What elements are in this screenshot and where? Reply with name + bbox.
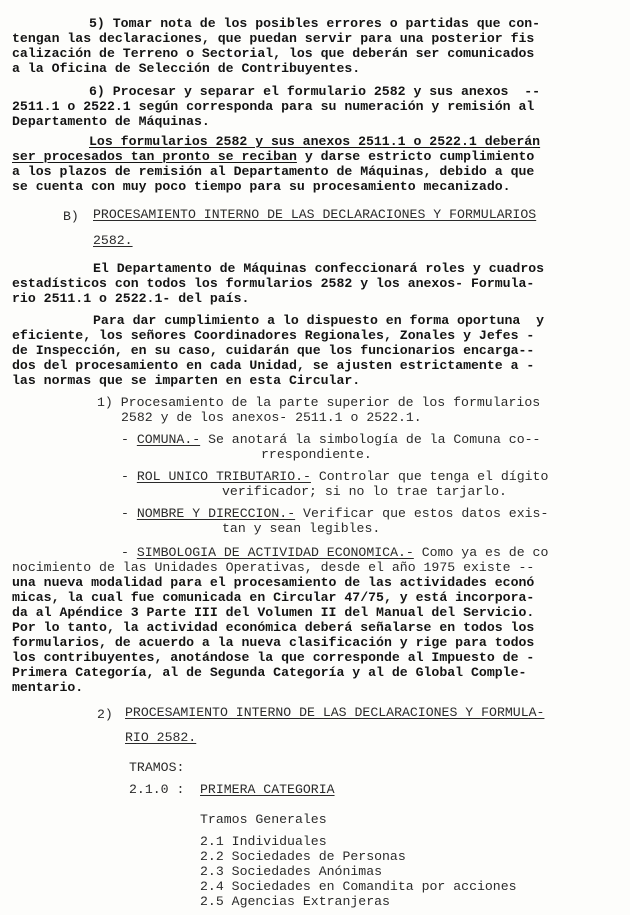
cump-para-line-5: las normas que se imparten en esta Circular. <box>12 373 361 388</box>
comuna-line-1 <box>121 432 540 447</box>
tramo-item: 2.2 Sociedades de Personas <box>200 849 406 864</box>
comuna-dash: - <box>121 432 129 447</box>
para-6-line-1: 6) Procesar y separar el formulario 2582 y sus anexos -- <box>89 84 541 99</box>
nombre-line-1 <box>121 506 548 521</box>
rol-label: ROL UNICO TRIBUTARIO.- <box>136 469 311 484</box>
comuna-text: Se anotará la simbología de la Comuna co-- <box>200 432 541 447</box>
item-1-line-1: 1) Procesamiento de la parte superior de los formularios <box>97 395 541 410</box>
note-line-1: Los formularios 2582 y sus anexos 2511.1 o 2522.1 deberán <box>89 134 541 149</box>
tramos-generales-subhead: Tramos Generales <box>200 812 327 827</box>
nombre-text: Verificar que estos datos exis- <box>295 506 549 521</box>
rol-line-1 <box>121 469 548 484</box>
simbologia-line-3: una nueva modalidad para el procesamiento de las actividades econó <box>12 575 535 590</box>
section-b-heading-line-1: PROCESAMIENTO INTERNO DE LAS DECLARACIONES Y FORMULARIOS <box>93 207 537 222</box>
cump-para-line-1: Para dar cumplimiento a lo dispuesto en forma oportuna y <box>93 313 545 328</box>
simbologia-label: SIMBOLOGIA DE ACTIVIDAD ECONOMICA.- <box>136 545 414 560</box>
tramo-item: 2.1 Individuales <box>200 834 327 849</box>
tramo-item: 2.5 Agencias Extranjeras <box>200 894 390 909</box>
simbologia-line-2: nocimiento de las Unidades Operativas, desde el año 1975 existe -- <box>12 560 535 575</box>
item-2-number: 2) <box>97 707 113 722</box>
nombre-dash: - <box>121 506 129 521</box>
simbologia-line-1 <box>121 545 548 560</box>
para-6-line-3: Departamento de Máquinas. <box>12 114 210 129</box>
note-line-2-rest: y darse estricto cumplimiento <box>296 149 535 164</box>
nombre-line-2: tan y sean legibles. <box>222 521 381 536</box>
para-5-line-2: tengan las declaraciones, que puedan servir para una posterior fis <box>12 31 535 46</box>
comuna-label: COMUNA.- <box>136 432 201 447</box>
nombre-label: NOMBRE Y DIRECCION.- <box>136 506 296 521</box>
simbologia-line-7: formularios, de acuerdo a la nueva clasificación y rige para todos <box>12 635 535 650</box>
tramo-item: 2.3 Sociedades Anónimas <box>200 864 383 879</box>
rol-text: Controlar que tenga el dígito <box>310 469 549 484</box>
primera-categoria-title: PRIMERA CATEGORIA <box>200 782 335 797</box>
cump-para-line-4: dos del procesamiento en cada Unidad, se ajusten estrictamente a - <box>12 358 535 373</box>
tramos-label: TRAMOS: <box>129 760 185 775</box>
item-2-heading-line-2: RIO 2582. <box>125 730 197 745</box>
section-b-heading-line-2: 2582. <box>93 233 133 248</box>
simbologia-line-6: Por lo tanto, la actividad económica deberá señalarse en todos los <box>12 620 535 635</box>
tramos-code: 2.1.0 : <box>129 782 185 797</box>
comuna-line-2: rrespondiente. <box>261 447 372 462</box>
para-5-line-3: calización de Terreno o Sectorial, los que deberán ser comunicados <box>12 46 535 61</box>
section-b-number: B) <box>63 209 79 224</box>
note-line-2 <box>12 149 534 164</box>
simbologia-line-8: los contribuyentes, anotándose la que corresponde al Impuesto de - <box>12 650 535 665</box>
cump-para-line-2: eficiente, los señores Coordinadores Regionales, Zonales y Jefes - <box>12 328 535 343</box>
cump-para-line-3: de Inspección, en su caso, cuidarán que los funcionarios encarga-- <box>12 343 535 358</box>
dep-para-line-1: El Departamento de Máquinas confeccionará roles y cuadros <box>93 261 545 276</box>
note-line-4: se cuenta con muy poco tiempo para su procesamiento mecanizado. <box>12 179 511 194</box>
simbologia-line-10: mentario. <box>12 680 84 695</box>
simbologia-line-4: micas, la cual fue comunicada en Circular 47/75, y está incorpora- <box>12 590 535 605</box>
simbologia-line-9: Primera Categoría, al de Segunda Categoría y al de Global Comple- <box>12 665 527 680</box>
rol-line-2: verificador; si no lo trae tarjarlo. <box>222 484 507 499</box>
simbologia-line-5: da al Apéndice 3 Parte III del Volumen II del Manual del Servicio. <box>12 605 535 620</box>
para-6-line-2: 2511.1 o 2522.1 según corresponda para su numeración y remisión al <box>12 99 535 114</box>
para-5-line-1: 5) Tomar nota de los posibles errores o partidas que con- <box>89 16 541 31</box>
item-1-line-2: 2582 y de los anexos- 2511.1 o 2522.1. <box>121 410 422 425</box>
simbologia-text: Como ya es de co <box>413 545 549 560</box>
rol-dash: - <box>121 469 129 484</box>
note-line-2-underlined: ser procesados tan pronto se reciban <box>12 149 297 164</box>
note-line-3: a los plazos de remisión al Departamento de Máquinas, debido a que <box>12 164 535 179</box>
tramo-item: 2.4 Sociedades en Comandita por acciones <box>200 879 517 894</box>
item-2-heading-line-1: PROCESAMIENTO INTERNO DE LAS DECLARACIONES Y FORMULA- <box>125 705 545 720</box>
dep-para-line-2: estadísticos con todos los formularios 2582 y los anexos- Formula- <box>12 276 535 291</box>
dep-para-line-3: rio 2511.1 o 2522.1- del país. <box>12 291 250 306</box>
para-5-line-4: a la Oficina de Selección de Contribuyentes. <box>12 61 361 76</box>
simbologia-dash: - <box>121 545 129 560</box>
